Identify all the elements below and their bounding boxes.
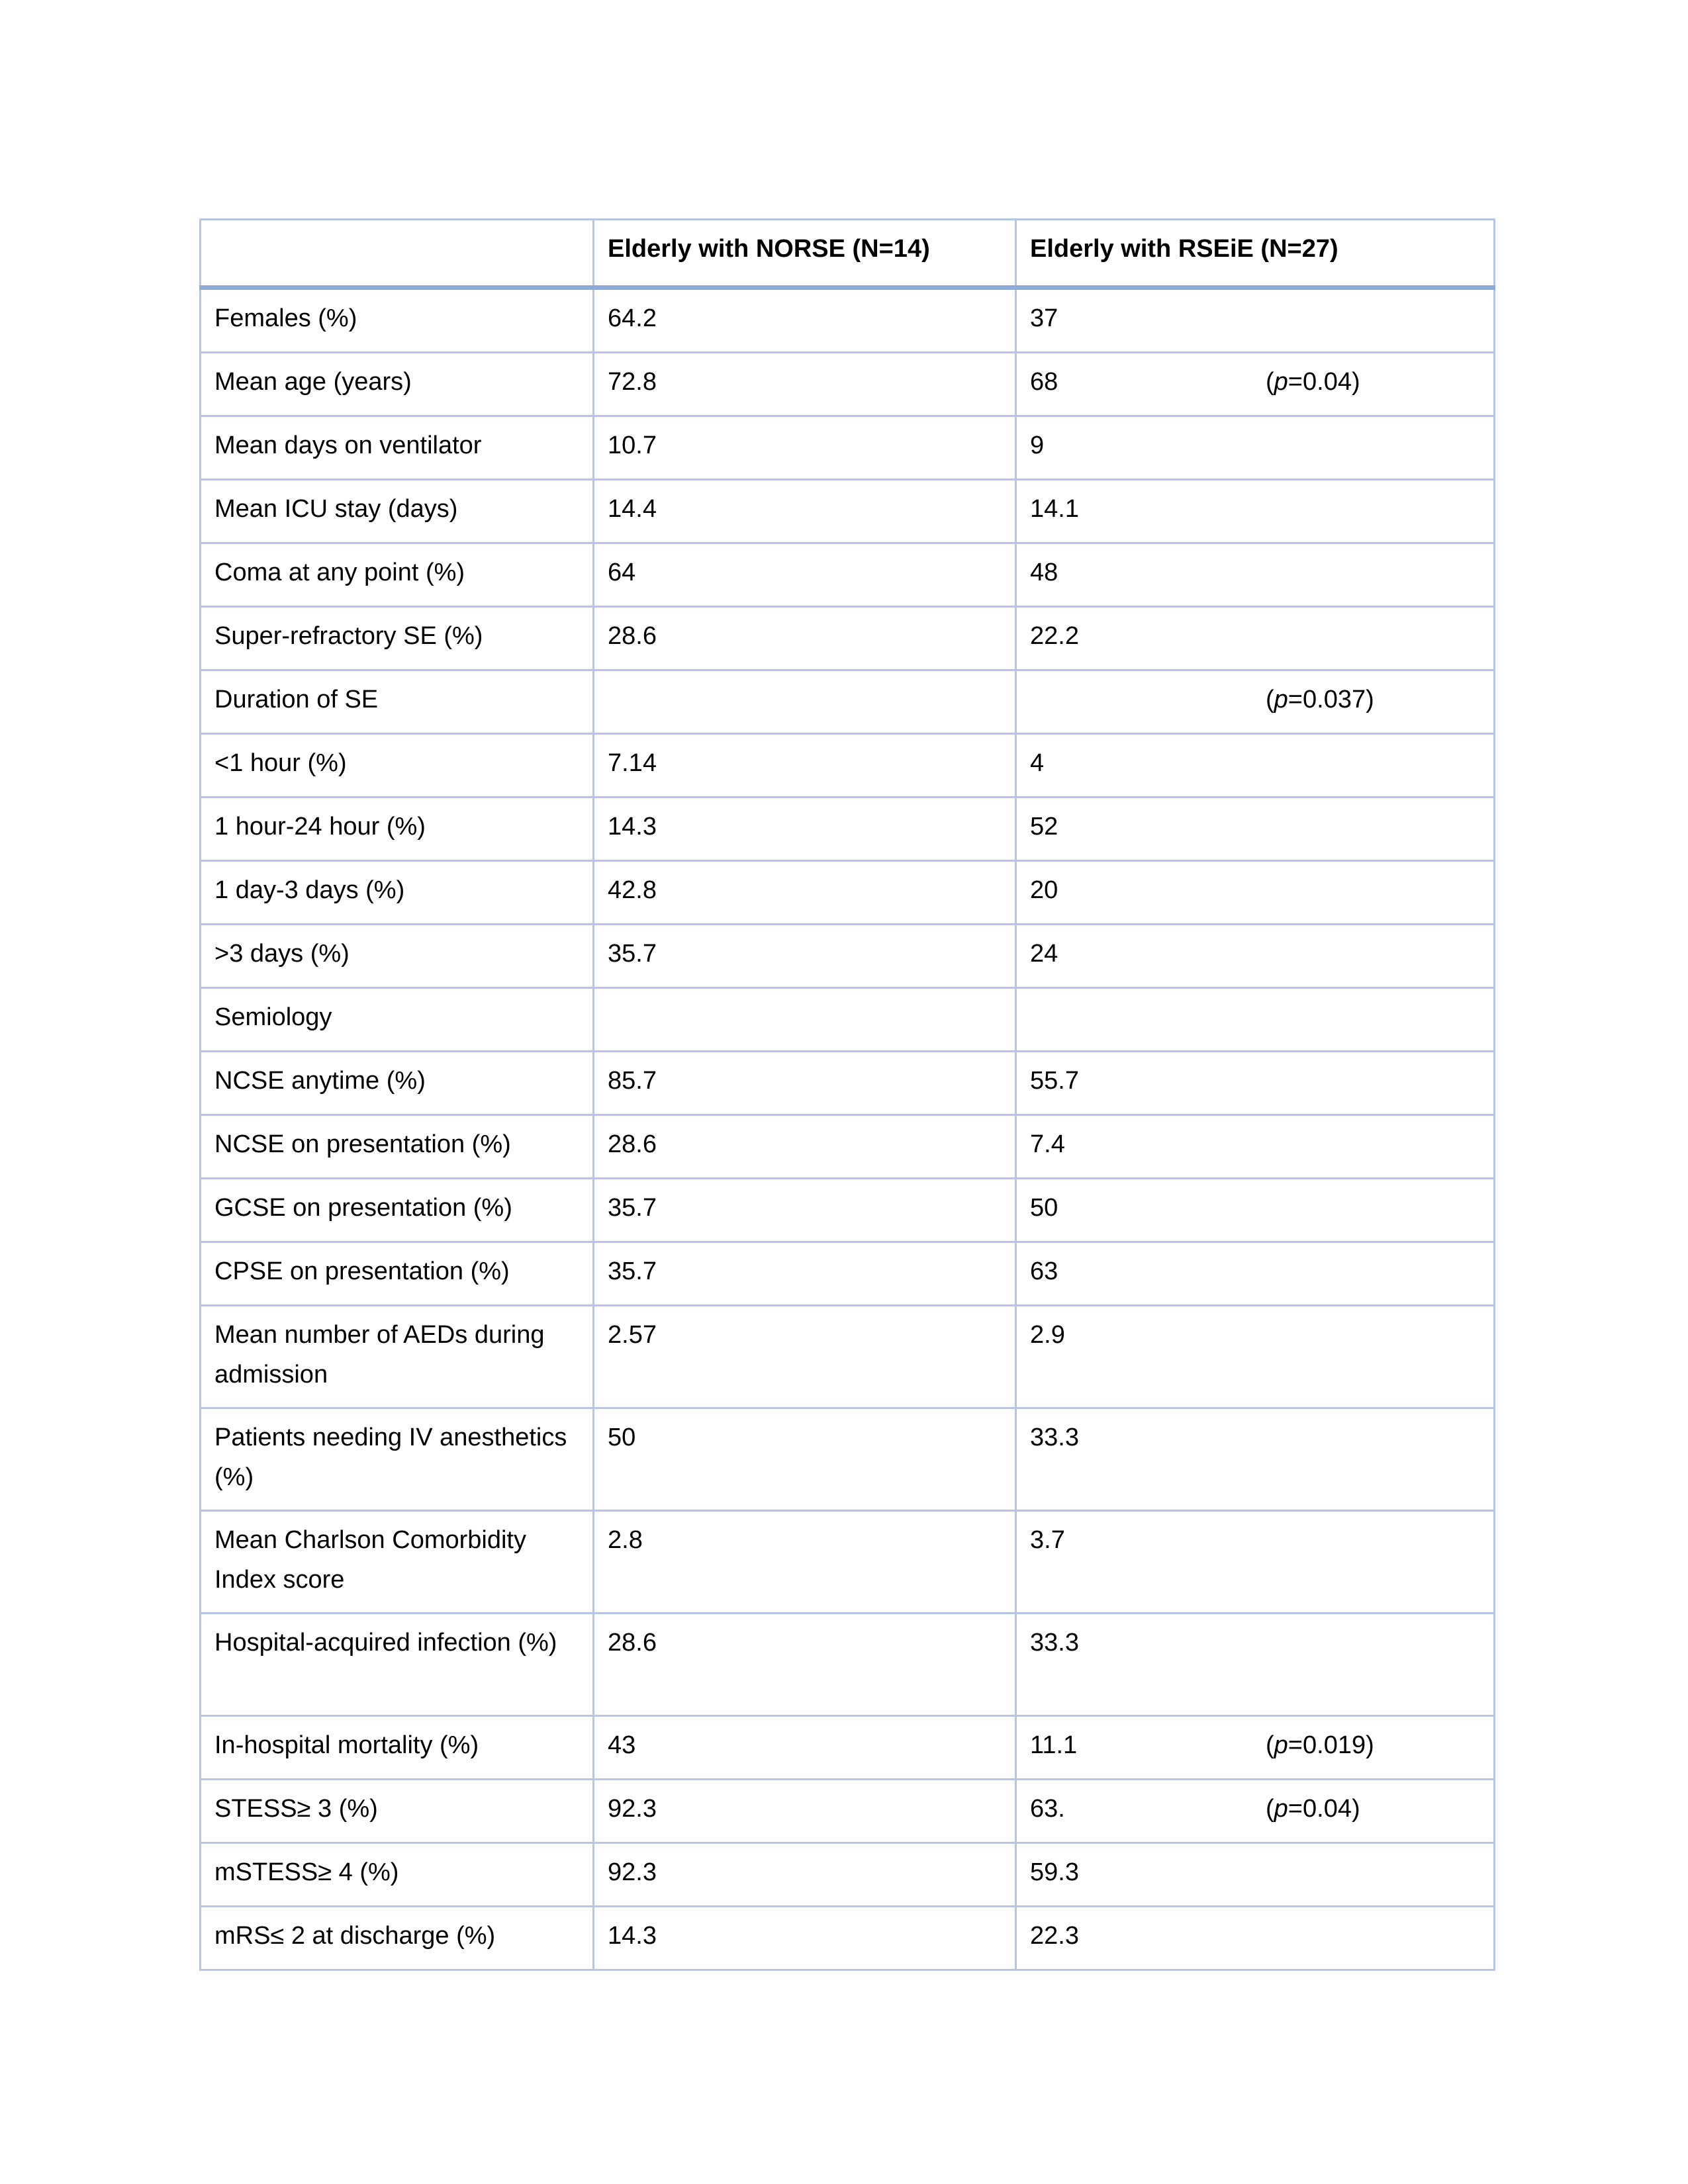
norse-value: 92.3 xyxy=(594,1843,1016,1907)
p-value: (p=0.04) xyxy=(1266,1795,1360,1823)
rseie-value: 20 xyxy=(1030,876,1058,904)
rseie-cell xyxy=(1016,1511,1495,1614)
rseie-value: 63 xyxy=(1030,1257,1058,1285)
row-label: Coma at any point (%) xyxy=(201,543,594,607)
table-row xyxy=(201,1052,1495,1115)
rseie-cell xyxy=(1016,288,1495,353)
row-label: GCSE on presentation (%) xyxy=(201,1179,594,1242)
rseie-cell xyxy=(1016,480,1495,543)
row-label: CPSE on presentation (%) xyxy=(201,1242,594,1306)
p-value: (p=0.019) xyxy=(1266,1731,1374,1759)
rseie-value: 50 xyxy=(1030,1194,1058,1222)
table-row xyxy=(201,1907,1495,1970)
rseie-cell xyxy=(1016,353,1495,416)
p-number: 0.04 xyxy=(1303,1795,1352,1823)
rseie-cell xyxy=(1016,1843,1495,1907)
rseie-value: 37 xyxy=(1030,304,1058,332)
row-label: 1 hour-24 hour (%) xyxy=(201,797,594,861)
table-row xyxy=(201,1511,1495,1614)
table-row xyxy=(201,861,1495,925)
table-row xyxy=(201,480,1495,543)
table-row xyxy=(201,925,1495,988)
row-label: Mean number of AEDs during admission xyxy=(201,1306,594,1408)
table-row xyxy=(201,670,1495,734)
rseie-cell xyxy=(1016,1408,1495,1511)
norse-value: 64 xyxy=(594,543,1016,607)
row-label: Hospital-acquired infection (%) xyxy=(201,1614,594,1716)
rseie-value: 2.9 xyxy=(1030,1321,1065,1349)
norse-value: 2.8 xyxy=(594,1511,1016,1614)
rseie-cell xyxy=(1016,1614,1495,1716)
table-row xyxy=(201,734,1495,797)
rseie-cell xyxy=(1016,861,1495,925)
rseie-cell xyxy=(1016,607,1495,670)
p-symbol: p xyxy=(1274,686,1288,713)
table-row xyxy=(201,1614,1495,1716)
norse-value: 42.8 xyxy=(594,861,1016,925)
p-number: 0.019 xyxy=(1303,1731,1366,1759)
table-body xyxy=(201,288,1495,1970)
row-label: Semiology xyxy=(201,988,594,1052)
norse-value: 7.14 xyxy=(594,734,1016,797)
rseie-value: 59.3 xyxy=(1030,1858,1079,1886)
norse-value: 28.6 xyxy=(594,1115,1016,1179)
header-norse: Elderly with NORSE (N=14) xyxy=(594,220,1016,288)
row-label: Mean age (years) xyxy=(201,353,594,416)
norse-value: 85.7 xyxy=(594,1052,1016,1115)
rseie-value: 24 xyxy=(1030,940,1058,968)
norse-value: 14.3 xyxy=(594,797,1016,861)
rseie-value: 22.3 xyxy=(1030,1922,1079,1950)
rseie-cell xyxy=(1016,925,1495,988)
table-row xyxy=(201,988,1495,1052)
rseie-value: 52 xyxy=(1030,813,1058,841)
norse-value: 35.7 xyxy=(594,925,1016,988)
row-label: NCSE on presentation (%) xyxy=(201,1115,594,1179)
table-row xyxy=(201,1242,1495,1306)
norse-value: 64.2 xyxy=(594,288,1016,353)
row-label: Mean ICU stay (days) xyxy=(201,480,594,543)
row-label: >3 days (%) xyxy=(201,925,594,988)
row-label: mSTESS≥ 4 (%) xyxy=(201,1843,594,1907)
table-row xyxy=(201,1306,1495,1408)
header-row xyxy=(201,220,1495,288)
norse-value: 35.7 xyxy=(594,1179,1016,1242)
norse-value: 72.8 xyxy=(594,353,1016,416)
p-symbol: p xyxy=(1274,1731,1288,1759)
row-label: Females (%) xyxy=(201,288,594,353)
p-number: 0.037 xyxy=(1303,686,1366,713)
rseie-cell xyxy=(1016,1179,1495,1242)
norse-value: 2.57 xyxy=(594,1306,1016,1408)
rseie-value: 48 xyxy=(1030,559,1058,586)
row-label: Duration of SE xyxy=(201,670,594,734)
table-row xyxy=(201,1115,1495,1179)
table-row xyxy=(201,1843,1495,1907)
table-row xyxy=(201,607,1495,670)
rseie-value: 33.3 xyxy=(1030,1424,1079,1451)
rseie-cell xyxy=(1016,416,1495,480)
rseie-cell xyxy=(1016,1907,1495,1970)
rseie-value: 68 xyxy=(1030,368,1058,396)
table-row xyxy=(201,1780,1495,1843)
norse-value: 92.3 xyxy=(594,1780,1016,1843)
rseie-cell xyxy=(1016,1306,1495,1408)
row-label: <1 hour (%) xyxy=(201,734,594,797)
rseie-cell xyxy=(1016,988,1495,1052)
rseie-value: 9 xyxy=(1030,432,1045,459)
rseie-value: 22.2 xyxy=(1030,622,1079,650)
header-rseie: Elderly with RSEiE (N=27) xyxy=(1016,220,1495,288)
row-label: Mean Charlson Comorbidity Index score xyxy=(201,1511,594,1614)
norse-value: 10.7 xyxy=(594,416,1016,480)
rseie-value: 7.4 xyxy=(1030,1130,1065,1158)
rseie-cell xyxy=(1016,543,1495,607)
rseie-cell xyxy=(1016,1115,1495,1179)
rseie-value: 11.1 xyxy=(1030,1731,1078,1759)
p-symbol: p xyxy=(1274,1795,1288,1823)
norse-value: 35.7 xyxy=(594,1242,1016,1306)
norse-value: 28.6 xyxy=(594,1614,1016,1716)
norse-value: 14.3 xyxy=(594,1907,1016,1970)
rseie-value: 55.7 xyxy=(1030,1067,1079,1095)
p-value: (p=0.04) xyxy=(1266,368,1360,396)
row-label: mRS≤ 2 at discharge (%) xyxy=(201,1907,594,1970)
header-blank xyxy=(201,220,594,288)
table-row xyxy=(201,1716,1495,1780)
p-number: 0.04 xyxy=(1303,368,1352,396)
rseie-value: 3.7 xyxy=(1030,1526,1065,1554)
rseie-cell xyxy=(1016,670,1495,734)
rseie-cell xyxy=(1016,1052,1495,1115)
comparison-table xyxy=(199,218,1495,1971)
norse-value xyxy=(594,670,1016,734)
row-label: Patients needing IV anesthetics (%) xyxy=(201,1408,594,1511)
p-value: (p=0.037) xyxy=(1266,686,1374,713)
table-row xyxy=(201,416,1495,480)
rseie-value: 63. xyxy=(1030,1795,1065,1823)
table-row xyxy=(201,543,1495,607)
rseie-cell xyxy=(1016,1716,1495,1780)
row-label: NCSE anytime (%) xyxy=(201,1052,594,1115)
rseie-cell xyxy=(1016,1242,1495,1306)
table-row xyxy=(201,1179,1495,1242)
norse-value: 50 xyxy=(594,1408,1016,1511)
norse-value: 14.4 xyxy=(594,480,1016,543)
row-label: 1 day-3 days (%) xyxy=(201,861,594,925)
table-row xyxy=(201,353,1495,416)
rseie-cell xyxy=(1016,734,1495,797)
rseie-value: 14.1 xyxy=(1030,495,1079,523)
rseie-value: 33.3 xyxy=(1030,1629,1079,1657)
row-label: STESS≥ 3 (%) xyxy=(201,1780,594,1843)
p-symbol: p xyxy=(1274,368,1288,396)
table-row xyxy=(201,1408,1495,1511)
rseie-cell xyxy=(1016,1780,1495,1843)
row-label: In-hospital mortality (%) xyxy=(201,1716,594,1780)
row-label: Mean days on ventilator xyxy=(201,416,594,480)
norse-value: 43 xyxy=(594,1716,1016,1780)
table-row xyxy=(201,288,1495,353)
table-row xyxy=(201,797,1495,861)
norse-value xyxy=(594,988,1016,1052)
row-label: Super-refractory SE (%) xyxy=(201,607,594,670)
norse-value: 28.6 xyxy=(594,607,1016,670)
rseie-value: 4 xyxy=(1030,749,1045,777)
rseie-cell xyxy=(1016,797,1495,861)
